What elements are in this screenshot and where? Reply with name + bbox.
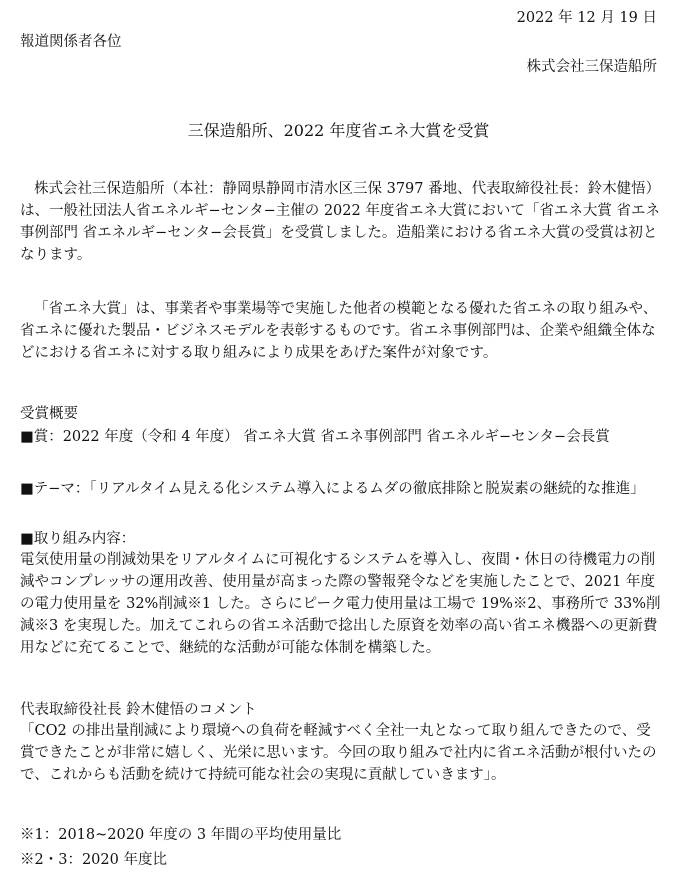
comment-heading: 代表取締役社長 鈴木健悟のコメント <box>20 702 257 718</box>
about-award-paragraph: 「省エネ大賞」は、事業者や事業場等で実施した他者の模範となる優れた省エネの取り組みや、省エネに優れた製品・ビジネスモデルを表彰するものです。省エネ事例部門は、企業や組織全体などにおける省エネに対する取り組みにより成果をあげた案件が対象です。 <box>20 301 658 361</box>
intro-paragraph: 株式会社三保造船所（本社：静岡県静岡市清水区三保 3797 番地、代表取締役社長：鈴木健悟）は、一般社団法人省エネルギ−センタ−主催の 2022 年度省エネ大賞において「省エネ大賞 省エネ事例部門 省エネルギ−センタ−会長賞」を受賞しました。造船業における省エネ大賞の受賞は初となります。 <box>20 181 661 263</box>
page-title: 三保造船所、2022 年度省エネ大賞を受賞 <box>187 121 490 140</box>
release-date: 2022 年 12 月 19 日 <box>516 10 657 26</box>
issuer-company: 株式会社三保造船所 <box>526 59 657 75</box>
summary-heading: 受賞概要 <box>20 406 78 422</box>
theme-line: ■テ−マ：「リアルタイム見える化システム導入によるムダの徹底排除と脱炭素の継続的な推進」 <box>20 481 645 497</box>
award-line: ■賞：2022 年度（令和 4 年度） 省エネ大賞 省エネ事例部門 省エネルギ−センタ−会長賞 <box>20 429 610 445</box>
effort-heading: ■取り組み内容： <box>20 531 136 547</box>
effort-paragraph: 電気使用量の削減効果をリアルタイムに可視化するシステムを導入し、夜間・休日の待機電力の削減やコンプレッサの運用改善、使用量が高まった際の警報発令などを実施したことで、2021 年度の電力使用量を 32%削減※1 した。さらにピーク電力使用量は工場で 19%※2、事務所で 33%削減※3 を実現した。加えてこれらの省エネ活動で捻出した原資を効率の高い省エネ機器への更新費用などに充てることで、継続的な活動が可能な体制を構築した。 <box>20 552 661 656</box>
footnote-2: ※2・3：2020 年度比 <box>20 852 167 868</box>
recipient-line: 報道関係者各位 <box>20 34 122 50</box>
comment-paragraph: 「CO2 の排出量削減により環境への負荷を軽減すべく全社一丸となって取り組んできたので、受賞できたことが非常に嬉しく、光栄に思います。今回の取り組みで社内に省エネ活動が根付いたので、これからも活動を続けて持続可能な社会の実現に貢献していきます」。 <box>20 723 657 783</box>
footnote-1: ※1：2018~2020 年度の 3 年間の平均使用量比 <box>20 827 342 843</box>
